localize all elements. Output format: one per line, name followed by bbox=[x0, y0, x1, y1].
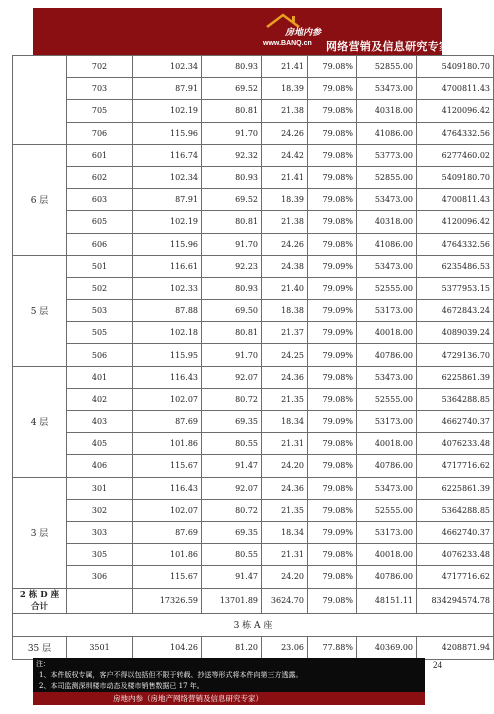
building-area-cell: 102.33 bbox=[133, 277, 202, 299]
total-price-cell: 6225861.39 bbox=[417, 366, 494, 388]
table-row bbox=[13, 366, 494, 388]
unit-price-cell: 53773.00 bbox=[357, 144, 417, 166]
efficiency-cell: 79.09% bbox=[308, 277, 357, 299]
table-row bbox=[13, 433, 494, 455]
efficiency-cell: 79.08% bbox=[308, 233, 357, 255]
room-number-cell: 406 bbox=[67, 455, 133, 477]
page-number: 24 bbox=[433, 660, 442, 670]
total-price-cell: 5364288.85 bbox=[417, 388, 494, 410]
total-price-cell: 4662740.37 bbox=[417, 411, 494, 433]
room-number-cell: 603 bbox=[67, 189, 133, 211]
table-row bbox=[13, 388, 494, 410]
unit-price-cell: 40786.00 bbox=[357, 566, 417, 588]
building-area-cell: 116.74 bbox=[133, 144, 202, 166]
building-area-cell: 115.96 bbox=[133, 233, 202, 255]
total-price-cell: 4717716.62 bbox=[417, 566, 494, 588]
shared-area-cell: 24.36 bbox=[262, 477, 308, 499]
table-row bbox=[13, 144, 494, 166]
room-number-cell: 602 bbox=[67, 166, 133, 188]
note-1: 1、本件版权专属，客户不得以包括但不限于转载、抄送等形式将本件向第三方透露。 bbox=[39, 671, 303, 679]
unit-price-cell: 53473.00 bbox=[357, 255, 417, 277]
inner-area-cell: 69.35 bbox=[202, 411, 262, 433]
inner-area-cell: 80.81 bbox=[202, 322, 262, 344]
room-number-cell: 301 bbox=[67, 477, 133, 499]
total-building-area-cell: 17326.59 bbox=[133, 588, 202, 613]
building-area-cell: 87.91 bbox=[133, 189, 202, 211]
total-price-cell: 4208871.94 bbox=[417, 636, 494, 659]
table-row bbox=[13, 166, 494, 188]
efficiency-cell: 79.08% bbox=[308, 56, 357, 78]
header-banner bbox=[33, 8, 451, 56]
inner-area-cell: 80.72 bbox=[202, 499, 262, 521]
total-unit-price-cell: 48151.11 bbox=[357, 588, 417, 613]
efficiency-cell: 79.08% bbox=[308, 366, 357, 388]
total-price-cell: 4764332.56 bbox=[417, 233, 494, 255]
inner-area-cell: 80.72 bbox=[202, 388, 262, 410]
room-number-cell: 605 bbox=[67, 211, 133, 233]
unit-price-cell: 40786.00 bbox=[357, 344, 417, 366]
inner-area-cell: 81.20 bbox=[202, 636, 262, 659]
unit-price-cell: 52855.00 bbox=[357, 166, 417, 188]
shared-area-cell: 21.38 bbox=[262, 100, 308, 122]
section-title-row bbox=[13, 613, 494, 636]
unit-price-cell: 53473.00 bbox=[357, 477, 417, 499]
table-row bbox=[13, 566, 494, 588]
inner-area-cell: 91.70 bbox=[202, 122, 262, 144]
shared-area-cell: 21.40 bbox=[262, 277, 308, 299]
building-area-cell: 104.26 bbox=[133, 636, 202, 659]
building-area-cell: 102.34 bbox=[133, 56, 202, 78]
section-title: 3 栋 A 座 bbox=[13, 613, 494, 636]
floor-cell: 4 层 bbox=[13, 366, 67, 477]
unit-price-cell: 53173.00 bbox=[357, 521, 417, 543]
efficiency-cell: 79.08% bbox=[308, 455, 357, 477]
room-number-cell: 606 bbox=[67, 233, 133, 255]
inner-area-cell: 92.23 bbox=[202, 255, 262, 277]
floor-cell: 35 层 bbox=[13, 636, 67, 659]
total-label bbox=[13, 588, 67, 613]
inner-area-cell: 69.52 bbox=[202, 78, 262, 100]
table-row bbox=[13, 300, 494, 322]
shared-area-cell: 18.34 bbox=[262, 411, 308, 433]
table-row bbox=[13, 544, 494, 566]
total-price-cell: 5409180.70 bbox=[417, 166, 494, 188]
shared-area-cell: 24.25 bbox=[262, 344, 308, 366]
total-price-cell: 6225861.39 bbox=[417, 477, 494, 499]
total-price-cell: 4089039.24 bbox=[417, 322, 494, 344]
efficiency-cell: 79.08% bbox=[308, 78, 357, 100]
total-price-cell: 6277460.02 bbox=[417, 144, 494, 166]
total-price-cell: 5409180.70 bbox=[417, 56, 494, 78]
total-price-cell: 4120096.42 bbox=[417, 211, 494, 233]
floor-cell bbox=[13, 56, 67, 145]
unit-price-cell: 52555.00 bbox=[357, 388, 417, 410]
price-table-body bbox=[13, 56, 494, 660]
total-room-number-cell bbox=[67, 588, 133, 613]
building-area-cell: 115.67 bbox=[133, 455, 202, 477]
shared-area-cell: 21.41 bbox=[262, 56, 308, 78]
shared-area-cell: 21.38 bbox=[262, 211, 308, 233]
room-number-cell: 705 bbox=[67, 100, 133, 122]
total-efficiency-cell: 79.08% bbox=[308, 588, 357, 613]
inner-area-cell: 80.81 bbox=[202, 211, 262, 233]
efficiency-cell: 79.08% bbox=[308, 544, 357, 566]
table-row bbox=[13, 521, 494, 543]
inner-area-cell: 80.93 bbox=[202, 166, 262, 188]
table-row bbox=[13, 499, 494, 521]
table-row bbox=[13, 189, 494, 211]
room-number-cell: 702 bbox=[67, 56, 133, 78]
unit-price-cell: 53173.00 bbox=[357, 411, 417, 433]
inner-area-cell: 80.81 bbox=[202, 100, 262, 122]
inner-area-cell: 91.70 bbox=[202, 233, 262, 255]
unit-price-cell: 52855.00 bbox=[357, 56, 417, 78]
note-head: 注： bbox=[36, 660, 50, 668]
total-price-cell: 4672843.24 bbox=[417, 300, 494, 322]
shared-area-cell: 24.26 bbox=[262, 122, 308, 144]
footer-strip-text: 房地内参（房地产网络营销及信息研究专家） bbox=[113, 694, 263, 703]
unit-price-cell: 52555.00 bbox=[357, 277, 417, 299]
efficiency-cell: 79.08% bbox=[308, 211, 357, 233]
inner-area-cell: 92.07 bbox=[202, 366, 262, 388]
table-row bbox=[13, 211, 494, 233]
inner-area-cell: 80.55 bbox=[202, 433, 262, 455]
shared-area-cell: 18.39 bbox=[262, 78, 308, 100]
unit-price-cell: 40018.00 bbox=[357, 322, 417, 344]
building-area-cell: 101.86 bbox=[133, 544, 202, 566]
room-number-cell: 402 bbox=[67, 388, 133, 410]
efficiency-cell: 79.08% bbox=[308, 166, 357, 188]
table-row bbox=[13, 233, 494, 255]
total-price-cell: 6235486.53 bbox=[417, 255, 494, 277]
inner-area-cell: 91.47 bbox=[202, 455, 262, 477]
efficiency-cell: 79.09% bbox=[308, 344, 357, 366]
unit-price-cell: 40786.00 bbox=[357, 455, 417, 477]
unit-price-cell: 40018.00 bbox=[357, 433, 417, 455]
unit-price-cell: 40318.00 bbox=[357, 100, 417, 122]
total-price-cell: 5377953.15 bbox=[417, 277, 494, 299]
total-price-cell: 4717716.62 bbox=[417, 455, 494, 477]
shared-area-cell: 24.20 bbox=[262, 566, 308, 588]
efficiency-cell: 79.09% bbox=[308, 521, 357, 543]
building-area-cell: 102.19 bbox=[133, 211, 202, 233]
unit-price-cell: 53173.00 bbox=[357, 300, 417, 322]
building-area-cell: 115.96 bbox=[133, 122, 202, 144]
shared-area-cell: 18.39 bbox=[262, 189, 308, 211]
unit-price-cell: 52555.00 bbox=[357, 499, 417, 521]
note-2: 2、本司监测深圳楼市动态及楼市销售数据已 17 年。 bbox=[39, 682, 204, 690]
shared-area-cell: 21.41 bbox=[262, 166, 308, 188]
inner-area-cell: 92.32 bbox=[202, 144, 262, 166]
building-area-cell: 87.69 bbox=[133, 411, 202, 433]
total-label-line1: 2 栋 D 座 bbox=[19, 589, 60, 600]
building-area-cell: 115.95 bbox=[133, 344, 202, 366]
inner-area-cell: 80.93 bbox=[202, 277, 262, 299]
table-row bbox=[13, 56, 494, 78]
inner-area-cell: 91.70 bbox=[202, 344, 262, 366]
table-row bbox=[13, 455, 494, 477]
building-area-cell: 87.69 bbox=[133, 521, 202, 543]
total-price-cell: 4120096.42 bbox=[417, 100, 494, 122]
inner-area-cell: 91.47 bbox=[202, 566, 262, 588]
total-price-cell: 4662740.37 bbox=[417, 521, 494, 543]
building-area-cell: 102.07 bbox=[133, 388, 202, 410]
room-number-cell: 303 bbox=[67, 521, 133, 543]
building-area-cell: 102.19 bbox=[133, 100, 202, 122]
table-row bbox=[13, 100, 494, 122]
room-number-cell: 502 bbox=[67, 277, 133, 299]
efficiency-cell: 79.08% bbox=[308, 388, 357, 410]
total-total-price-cell: 834294574.78 bbox=[417, 588, 494, 613]
building-area-cell: 101.86 bbox=[133, 433, 202, 455]
table-row bbox=[13, 636, 494, 659]
building-area-cell: 102.07 bbox=[133, 499, 202, 521]
total-price-cell: 5364288.85 bbox=[417, 499, 494, 521]
efficiency-cell: 79.08% bbox=[308, 477, 357, 499]
total-label-line2: 合计 bbox=[30, 601, 48, 612]
unit-price-cell: 41086.00 bbox=[357, 122, 417, 144]
efficiency-cell: 79.09% bbox=[308, 411, 357, 433]
efficiency-cell: 79.08% bbox=[308, 144, 357, 166]
room-number-cell: 506 bbox=[67, 344, 133, 366]
efficiency-cell: 79.09% bbox=[308, 255, 357, 277]
table-row bbox=[13, 78, 494, 100]
shared-area-cell: 24.38 bbox=[262, 255, 308, 277]
building-area-cell: 116.61 bbox=[133, 255, 202, 277]
total-row bbox=[13, 588, 494, 613]
efficiency-cell: 79.08% bbox=[308, 122, 357, 144]
total-price-cell: 4700811.43 bbox=[417, 189, 494, 211]
table-row bbox=[13, 477, 494, 499]
price-table bbox=[12, 55, 494, 660]
room-number-cell: 403 bbox=[67, 411, 133, 433]
shared-area-cell: 21.35 bbox=[262, 499, 308, 521]
efficiency-cell: 79.08% bbox=[308, 433, 357, 455]
room-number-cell: 601 bbox=[67, 144, 133, 166]
inner-area-cell: 69.52 bbox=[202, 189, 262, 211]
table-row bbox=[13, 322, 494, 344]
room-number-cell: 706 bbox=[67, 122, 133, 144]
room-number-cell: 505 bbox=[67, 322, 133, 344]
shared-area-cell: 21.35 bbox=[262, 388, 308, 410]
room-number-cell: 305 bbox=[67, 544, 133, 566]
logo-url: www.BANQ.cn bbox=[263, 40, 312, 47]
building-area-cell: 87.88 bbox=[133, 300, 202, 322]
unit-price-cell: 41086.00 bbox=[357, 233, 417, 255]
floor-cell: 5 层 bbox=[13, 255, 67, 366]
building-area-cell: 116.43 bbox=[133, 477, 202, 499]
efficiency-cell: 79.08% bbox=[308, 189, 357, 211]
inner-area-cell: 69.35 bbox=[202, 521, 262, 543]
shared-area-cell: 23.06 bbox=[262, 636, 308, 659]
shared-area-cell: 18.34 bbox=[262, 521, 308, 543]
efficiency-cell: 77.88% bbox=[308, 636, 357, 659]
inner-area-cell: 80.93 bbox=[202, 56, 262, 78]
inner-area-cell: 80.55 bbox=[202, 544, 262, 566]
total-price-cell: 4764332.56 bbox=[417, 122, 494, 144]
room-number-cell: 306 bbox=[67, 566, 133, 588]
footer-strip bbox=[33, 692, 425, 705]
shared-area-cell: 24.20 bbox=[262, 455, 308, 477]
efficiency-cell: 79.08% bbox=[308, 566, 357, 588]
room-number-cell: 3501 bbox=[67, 636, 133, 659]
shared-area-cell: 21.31 bbox=[262, 433, 308, 455]
table-row bbox=[13, 411, 494, 433]
room-number-cell: 703 bbox=[67, 78, 133, 100]
shared-area-cell: 18.38 bbox=[262, 300, 308, 322]
building-area-cell: 116.43 bbox=[133, 366, 202, 388]
shared-area-cell: 24.26 bbox=[262, 233, 308, 255]
total-shared-area-cell: 3624.70 bbox=[262, 588, 308, 613]
efficiency-cell: 79.09% bbox=[308, 322, 357, 344]
inner-area-cell: 92.07 bbox=[202, 477, 262, 499]
shared-area-cell: 21.31 bbox=[262, 544, 308, 566]
unit-price-cell: 40369.00 bbox=[357, 636, 417, 659]
unit-price-cell: 53473.00 bbox=[357, 366, 417, 388]
shared-area-cell: 24.42 bbox=[262, 144, 308, 166]
table-row bbox=[13, 122, 494, 144]
table-row bbox=[13, 344, 494, 366]
efficiency-cell: 79.09% bbox=[308, 300, 357, 322]
building-area-cell: 102.34 bbox=[133, 166, 202, 188]
total-price-cell: 4076233.48 bbox=[417, 433, 494, 455]
efficiency-cell: 79.08% bbox=[308, 100, 357, 122]
building-area-cell: 102.18 bbox=[133, 322, 202, 344]
room-number-cell: 401 bbox=[67, 366, 133, 388]
total-inner-area-cell: 13701.89 bbox=[202, 588, 262, 613]
floor-cell: 6 层 bbox=[13, 144, 67, 255]
unit-price-cell: 53473.00 bbox=[357, 78, 417, 100]
total-price-cell: 4076233.48 bbox=[417, 544, 494, 566]
building-area-cell: 115.67 bbox=[133, 566, 202, 588]
unit-price-cell: 40318.00 bbox=[357, 211, 417, 233]
room-number-cell: 302 bbox=[67, 499, 133, 521]
header-slogan: 网络营销及信息研究专家 bbox=[326, 40, 451, 53]
unit-price-cell: 53473.00 bbox=[357, 189, 417, 211]
room-number-cell: 503 bbox=[67, 300, 133, 322]
logo-name: 房地内参 bbox=[285, 28, 322, 38]
table-row bbox=[13, 255, 494, 277]
table-row bbox=[13, 277, 494, 299]
unit-price-cell: 40018.00 bbox=[357, 544, 417, 566]
shared-area-cell: 24.36 bbox=[262, 366, 308, 388]
room-number-cell: 405 bbox=[67, 433, 133, 455]
inner-area-cell: 69.50 bbox=[202, 300, 262, 322]
logo bbox=[263, 12, 333, 52]
building-area-cell: 87.91 bbox=[133, 78, 202, 100]
shared-area-cell: 21.37 bbox=[262, 322, 308, 344]
footer-notes bbox=[33, 658, 425, 705]
total-price-cell: 4729136.70 bbox=[417, 344, 494, 366]
room-number-cell: 501 bbox=[67, 255, 133, 277]
efficiency-cell: 79.08% bbox=[308, 499, 357, 521]
total-price-cell: 4700811.43 bbox=[417, 78, 494, 100]
floor-cell: 3 层 bbox=[13, 477, 67, 588]
